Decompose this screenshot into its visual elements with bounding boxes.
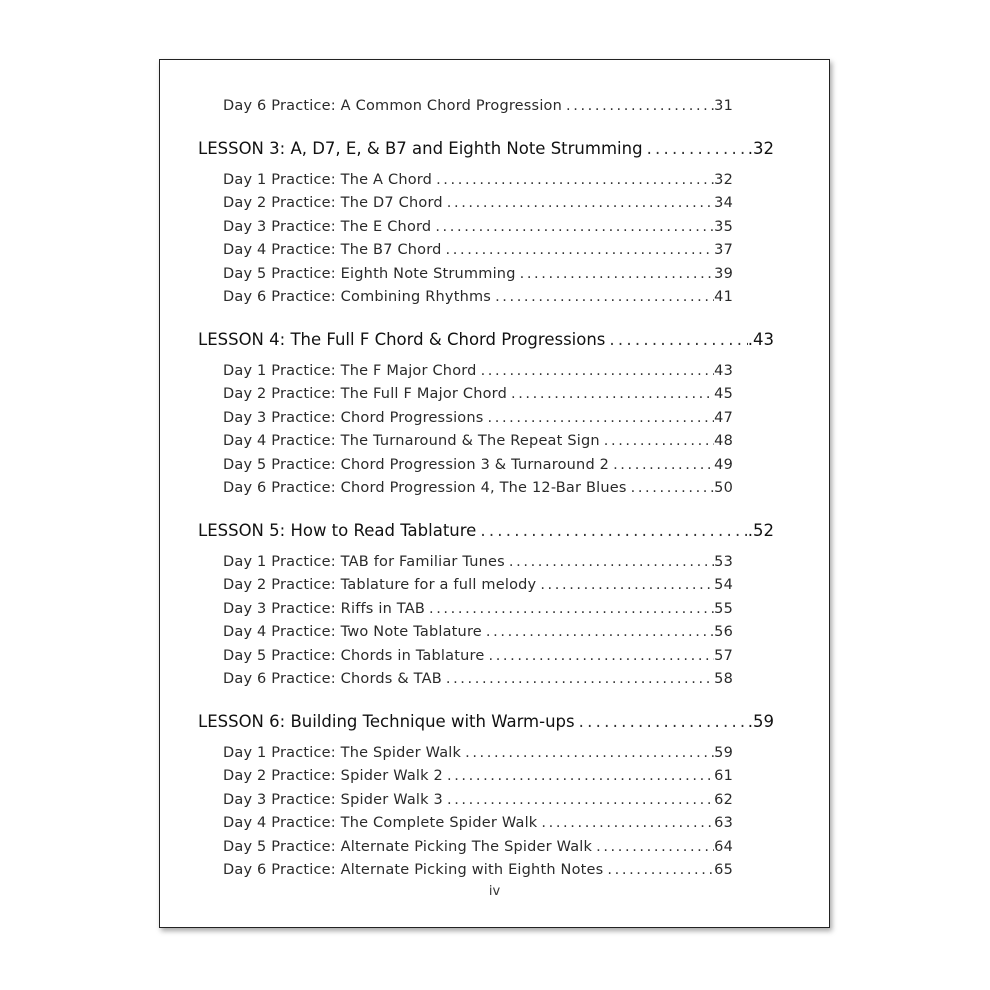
toc-entry-title: Day 5 Practice: Chord Progression 3 & Turnaround 2 <box>223 456 610 473</box>
toc-day-entry <box>223 219 733 235</box>
toc-day-entry <box>223 242 733 258</box>
toc-entry-title: Day 2 Practice: The D7 Chord <box>223 195 443 211</box>
dot-leader <box>443 792 714 808</box>
toc-day-entry <box>223 363 733 379</box>
toc-entry-page: 61 <box>714 768 733 784</box>
dot-leader <box>643 139 748 158</box>
toc-day-entry <box>223 671 733 687</box>
toc-entry-page: .52 <box>747 520 774 540</box>
toc-entry-title: Day 6 Practice: Combining Rhythms <box>223 289 492 305</box>
toc-entry-page: 47 <box>714 409 733 426</box>
dot-leader <box>482 624 714 640</box>
dot-leader <box>603 862 714 878</box>
dot-leader <box>507 386 714 402</box>
toc-entry-page: 31 <box>714 98 733 114</box>
toc-day-entry <box>223 98 733 114</box>
toc-entry-page: 49 <box>714 456 733 473</box>
toc-entry-title: LESSON 4: The Full F Chord & Chord Progressions <box>198 329 606 349</box>
page-number: iv <box>488 884 501 899</box>
toc-day-entry <box>223 792 733 808</box>
toc-entry-page: 53 <box>714 553 733 570</box>
toc-entry-title: Day 4 Practice: The Turnaround & The Repeat Sign <box>223 433 600 449</box>
toc-entry-title: Day 6 Practice: A Common Chord Progression <box>223 98 563 114</box>
toc-day-entry <box>223 410 733 426</box>
toc-entry-page: 58 <box>714 671 733 687</box>
dot-leader <box>484 648 714 664</box>
dot-leader <box>431 219 714 235</box>
dot-leader <box>627 480 715 496</box>
toc-entry-title: Day 1 Practice: The Spider Walk <box>223 744 462 761</box>
table-of-contents <box>160 60 829 927</box>
dot-leader <box>575 712 748 731</box>
dot-leader <box>592 839 714 855</box>
toc-day-entry <box>223 480 733 496</box>
toc-entry-page: 37 <box>714 242 733 258</box>
toc-day-entry <box>223 839 733 855</box>
toc-day-entry <box>223 554 733 570</box>
toc-entry-title: Day 3 Practice: The E Chord <box>223 218 432 235</box>
toc-entry-title: Day 6 Practice: Alternate Picking with Eighth Notes <box>223 862 604 878</box>
toc-entry-title: Day 5 Practice: Eighth Note Strumming <box>223 265 516 282</box>
dot-leader <box>605 330 747 349</box>
toc-day-entry <box>223 577 733 593</box>
toc-entry-title: Day 6 Practice: Chords & TAB <box>223 671 442 687</box>
dot-leader <box>442 671 714 687</box>
toc-entry-page: 54 <box>714 577 733 593</box>
toc-entry-title: Day 4 Practice: The B7 Chord <box>223 242 442 258</box>
toc-entry-title: Day 4 Practice: The Complete Spider Walk <box>223 815 538 831</box>
toc-day-entry <box>223 433 733 449</box>
toc-entry-title: Day 2 Practice: The Full F Major Chord <box>223 386 507 402</box>
dot-leader <box>432 172 714 188</box>
toc-lesson-entry <box>198 521 774 540</box>
toc-lesson-entry <box>198 139 774 158</box>
toc-entry-title: Day 2 Practice: Spider Walk 2 <box>223 768 443 784</box>
toc-entry-page: 56 <box>714 624 733 640</box>
toc-entry-title: LESSON 6: Building Technique with Warm-ups <box>198 711 575 731</box>
dot-leader <box>442 242 715 258</box>
toc-day-entry <box>223 266 733 282</box>
toc-entry-page: 62 <box>714 791 733 808</box>
toc-day-entry <box>223 768 733 784</box>
toc-day-entry <box>223 195 733 211</box>
toc-entry-page: 41 <box>714 289 733 305</box>
toc-entry-title: Day 2 Practice: Tablature for a full melody <box>223 577 537 593</box>
dot-leader <box>600 433 714 449</box>
toc-day-entry <box>223 386 733 402</box>
toc-entry-title: Day 4 Practice: Two Note Tablature <box>223 624 482 640</box>
toc-lesson-entry <box>198 712 774 731</box>
toc-entry-title: Day 3 Practice: Riffs in TAB <box>223 600 425 617</box>
toc-entry-page: 55 <box>714 600 733 617</box>
toc-day-entry <box>223 624 733 640</box>
toc-entry-page: 39 <box>714 265 733 282</box>
toc-entry-title: Day 5 Practice: Chords in Tablature <box>223 647 485 664</box>
dot-leader <box>516 266 715 282</box>
dot-leader <box>476 521 747 540</box>
dot-leader <box>425 601 714 617</box>
toc-entry-title: Day 1 Practice: The A Chord <box>223 171 433 188</box>
toc-day-entry <box>223 745 733 761</box>
toc-entry-title: Day 3 Practice: Spider Walk 3 <box>223 791 443 808</box>
toc-entry-title: Day 5 Practice: Alternate Picking The Spider Walk <box>223 838 593 855</box>
toc-lesson-entry <box>198 330 774 349</box>
toc-entry-page: 34 <box>714 195 733 211</box>
toc-entry-page: .43 <box>747 329 774 349</box>
toc-entry-page: 59 <box>714 744 733 761</box>
toc-day-entry <box>223 172 733 188</box>
toc-entry-page: 64 <box>714 838 733 855</box>
toc-entry-page: 48 <box>714 433 733 449</box>
toc-entry-title: LESSON 5: How to Read Tablature <box>198 520 477 540</box>
dot-leader <box>537 815 714 831</box>
toc-entry-page: 35 <box>714 218 733 235</box>
toc-entry-page: 63 <box>714 815 733 831</box>
toc-entry-title: Day 1 Practice: TAB for Familiar Tunes <box>223 553 505 570</box>
dot-leader <box>609 457 714 473</box>
toc-entry-page: .32 <box>747 138 774 158</box>
toc-day-entry <box>223 601 733 617</box>
toc-entry-page: 65 <box>714 862 733 878</box>
toc-day-entry <box>223 289 733 305</box>
dot-leader <box>491 289 714 305</box>
toc-entry-title: LESSON 3: A, D7, E, & B7 and Eighth Note Strumming <box>198 138 643 158</box>
toc-day-entry <box>223 457 733 473</box>
toc-day-entry <box>223 648 733 664</box>
toc-entry-title: Day 6 Practice: Chord Progression 4, The 12-Bar Blues <box>223 480 627 496</box>
toc-entry-page: .59 <box>747 711 774 731</box>
dot-leader <box>484 410 715 426</box>
toc-day-entry <box>223 862 733 878</box>
dot-leader <box>562 98 714 114</box>
toc-entry-page: 45 <box>714 386 733 402</box>
dot-leader <box>505 554 714 570</box>
toc-entry-title: Day 3 Practice: Chord Progressions <box>223 409 484 426</box>
dot-leader <box>443 195 714 211</box>
toc-day-entry <box>223 815 733 831</box>
toc-entry-page: 57 <box>714 647 733 664</box>
toc-entry-page: 50 <box>714 480 733 496</box>
toc-entry-page: 43 <box>714 362 733 379</box>
toc-entry-title: Day 1 Practice: The F Major Chord <box>223 362 477 379</box>
dot-leader <box>443 768 714 784</box>
dot-leader <box>536 577 714 593</box>
document-page <box>159 59 830 928</box>
toc-entry-page: 32 <box>714 171 733 188</box>
dot-leader <box>477 363 715 379</box>
dot-leader <box>461 745 714 761</box>
